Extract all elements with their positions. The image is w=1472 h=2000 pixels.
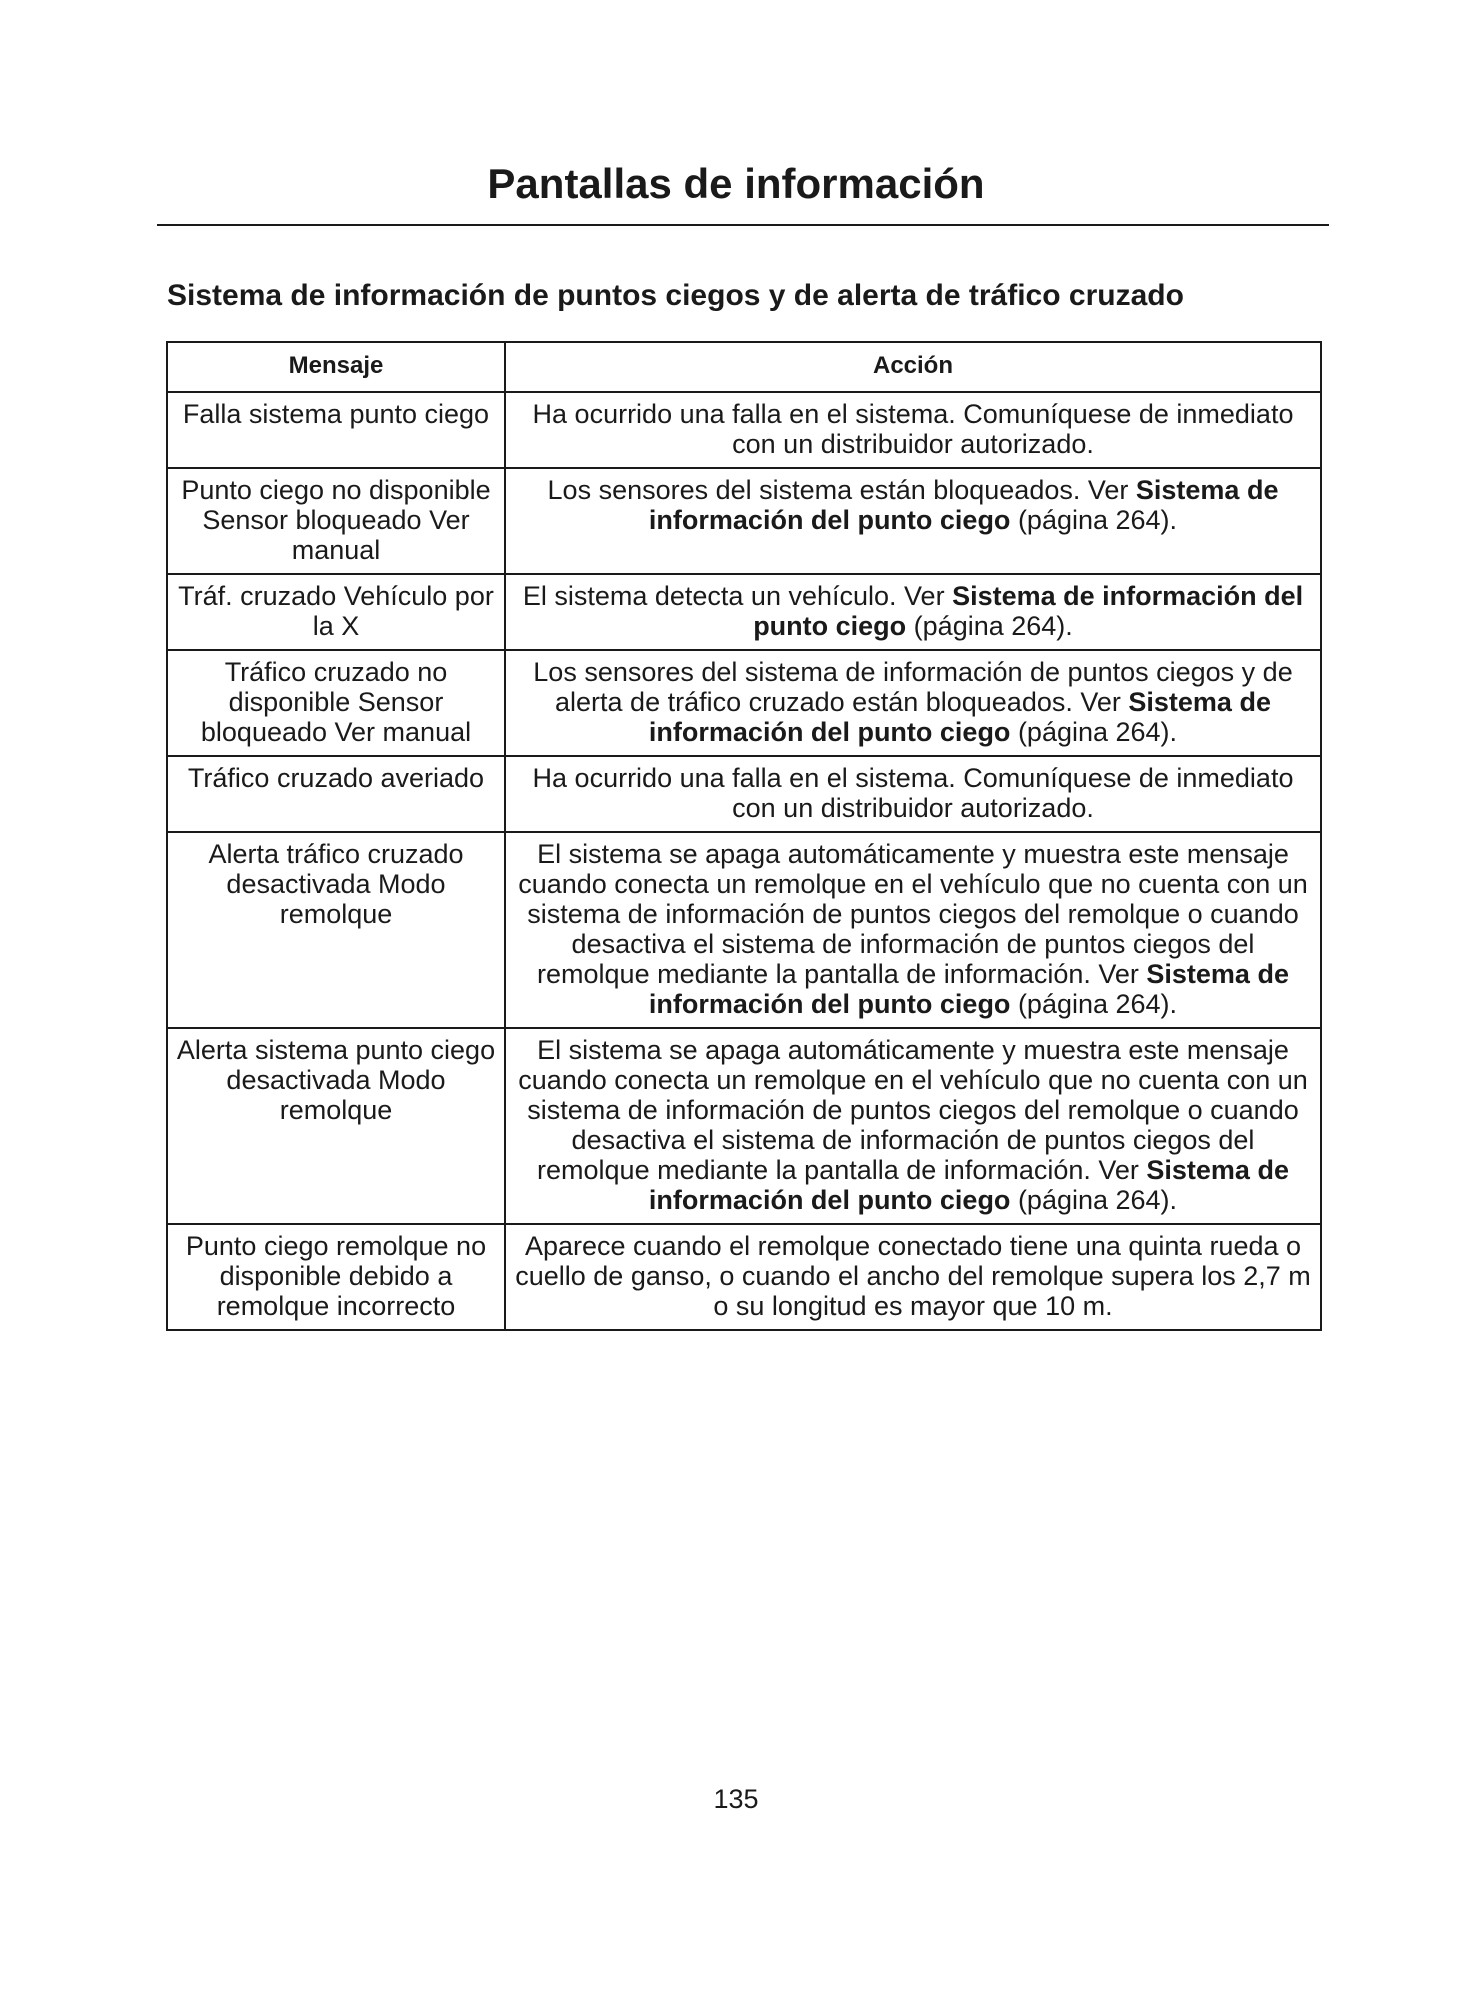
action-text: Los sensores del sistema de información de puntos ciegos y de alerta de tráfico cruzado están bloqueados. Ver	[533, 657, 1293, 717]
table-row	[167, 650, 1321, 756]
message-cell: Falla sistema punto ciego	[167, 392, 505, 468]
message-cell: Punto ciego remolque no disponible debido a remolque incorrecto	[167, 1224, 505, 1330]
message-cell: Tráfico cruzado averiado	[167, 756, 505, 832]
section-heading: Sistema de información de puntos ciegos y de alerta de tráfico cruzado	[167, 279, 1184, 312]
action-cell	[505, 468, 1321, 574]
message-cell: Alerta tráfico cruzado desactivada Modo remolque	[167, 832, 505, 1028]
message-cell: Punto ciego no disponible Sensor bloqueado Ver manual	[167, 468, 505, 574]
table-row	[167, 468, 1321, 574]
action-cell	[505, 650, 1321, 756]
table-row	[167, 756, 1321, 832]
page-number: 135	[713, 1784, 759, 1814]
table-row	[167, 574, 1321, 650]
action-text: Aparece cuando el remolque conectado tiene una quinta rueda o cuello de ganso, o cuando el ancho del remolque supera los 2,7 m o su longitud es mayor que 10 m.	[515, 1231, 1311, 1321]
action-cell	[505, 1028, 1321, 1224]
action-cell	[505, 1224, 1321, 1330]
cross-reference: Sistema de información del punto ciego	[648, 1155, 1289, 1215]
page-reference: (página 264).	[1010, 989, 1178, 1019]
action-text: Ha ocurrido una falla en el sistema. Comuníquese de inmediato con un distribuidor autorizado.	[532, 763, 1294, 823]
cross-reference: Sistema de información del punto ciego	[648, 475, 1279, 535]
table-row	[167, 1028, 1321, 1224]
table-row	[167, 1224, 1321, 1330]
page-title: Pantallas de información	[487, 160, 985, 207]
page-reference: (página 264).	[1010, 1185, 1178, 1215]
page-reference: (página 264).	[906, 611, 1073, 641]
action-text: El sistema se apaga automáticamente y muestra este mensaje cuando conecta un remolque en el vehículo que no cuenta con un sistema de información de puntos ciegos del remolque o cuando desactiva el sistema de información de puntos ciegos del remolque mediante la pantalla de información. Ver	[518, 1035, 1308, 1185]
action-cell	[505, 574, 1321, 650]
action-text: Ha ocurrido una falla en el sistema. Comuníquese de inmediato con un distribuidor autorizado.	[532, 399, 1294, 459]
message-cell: Tráfico cruzado no disponible Sensor bloqueado Ver manual	[167, 650, 505, 756]
action-cell	[505, 832, 1321, 1028]
message-cell: Tráf. cruzado Vehículo por la X	[167, 574, 505, 650]
messages-table	[166, 341, 1322, 1331]
cross-reference: Sistema de información del punto ciego	[648, 687, 1271, 747]
message-cell: Alerta sistema punto ciego desactivada Modo remolque	[167, 1028, 505, 1224]
table-row	[167, 832, 1321, 1028]
page-reference: (página 264).	[1010, 505, 1178, 535]
action-cell	[505, 756, 1321, 832]
cross-reference: Sistema de información del punto ciego	[648, 959, 1289, 1019]
action-text: Los sensores del sistema están bloqueados. Ver	[547, 475, 1136, 505]
table-row	[167, 392, 1321, 468]
table-header-row	[167, 342, 1321, 392]
action-text: El sistema se apaga automáticamente y muestra este mensaje cuando conecta un remolque en el vehículo que no cuenta con un sistema de información de puntos ciegos del remolque o cuando desactiva el sistema de información de puntos ciegos del remolque mediante la pantalla de información. Ver	[518, 839, 1308, 989]
page-reference: (página 264).	[1010, 717, 1178, 747]
action-cell	[505, 392, 1321, 468]
cross-reference: Sistema de información del punto ciego	[753, 581, 1304, 641]
header-message: Mensaje	[167, 342, 505, 392]
header-action: Acción	[505, 342, 1321, 392]
action-text: El sistema detecta un vehículo. Ver	[522, 581, 953, 611]
title-divider	[157, 224, 1329, 226]
